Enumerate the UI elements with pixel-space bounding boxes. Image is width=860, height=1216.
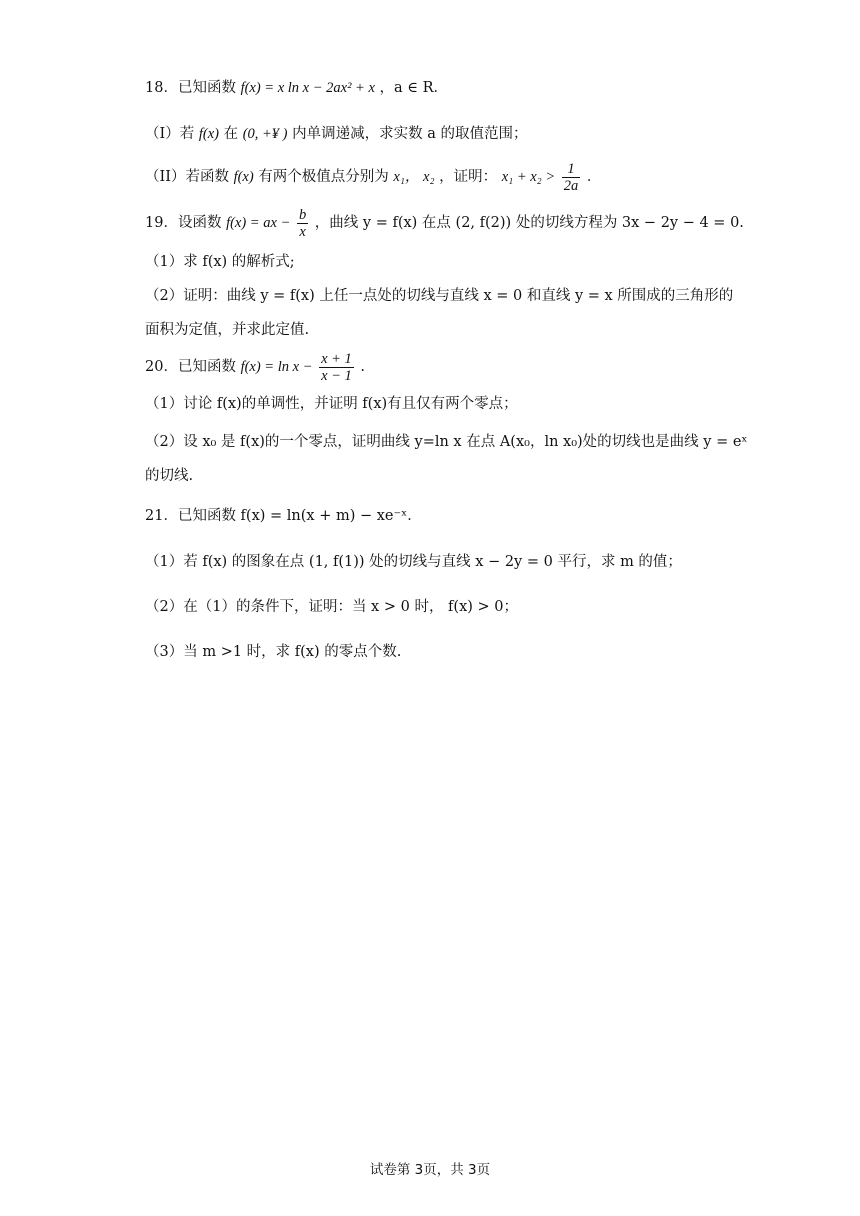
q19-part2-line2: 面积为定值，并求此定值. [145, 322, 310, 338]
q18-p2-end: ． [586, 169, 602, 185]
q20-frac-num: x + 1 [321, 350, 352, 367]
q20-part2-line1: （2）设 x₀ 是 f(x)的一个零点，证明曲线 y=ln x 在点 A(x₀，ln x₀)处的切线也是曲线 y = eˣ [145, 434, 748, 450]
q18-p2-vars: x₁， x₂ [393, 169, 435, 185]
q18-part1 [145, 124, 760, 144]
q21-part3: （3）当 m >1 时，求 f(x) 的零点个数. [145, 644, 402, 660]
q19-function: f(x) = ax − [226, 215, 291, 231]
q18-p2-prove: ，证明： [439, 169, 498, 185]
q18-p1-f: f(x) [198, 126, 219, 142]
q19-part2-line1: （2）证明：曲线 y = f(x) 上任一点处的切线与直线 x = 0 和直线 y = x 所围成的三角形的 [145, 288, 734, 304]
q20-part1: （1）讨论 f(x)的单调性，并证明 f(x)有且仅有两个零点； [145, 396, 518, 412]
q21-stem: 21．已知函数 f(x) = ln(x + m) − xe⁻ˣ． [145, 508, 422, 524]
q18-p1-mid: 在 [223, 126, 239, 142]
q19-part1: （1）求 f(x) 的解析式; [145, 254, 295, 270]
q20-stem [145, 350, 760, 384]
q20-frac-den: x − 1 [321, 367, 352, 384]
q19-stem-mid: ，曲线 y = f(x) 在点 (2, f(2)) 处的切线方程为 3x − 2y − 4 = 0. [314, 215, 744, 231]
q18-part2 [145, 160, 760, 194]
q18-p2-ineq: x₁ + x₂ > [501, 169, 556, 185]
q18-stem-suffix: ，a ∈ R． [379, 80, 449, 96]
q18-p1-suffix: 内单调递减，求实数 a 的取值范围； [292, 126, 528, 142]
q20-fraction [319, 351, 354, 384]
q19-stem-prefix: 19．设函数 [145, 215, 222, 231]
q18-frac-num: 1 [562, 161, 581, 178]
q19-stem [145, 206, 760, 240]
q18-frac-den: 2a [563, 177, 579, 194]
q18-p2-f: f(x) [233, 169, 254, 185]
q20-function: f(x) = ln x − [240, 359, 313, 375]
q18-p2-prefix: （II）若函数 [145, 169, 229, 185]
page-footer: 试卷第 3页，共 3页 [369, 1162, 491, 1178]
q20-stem-end: . [360, 359, 366, 375]
q18-p1-prefix: （I）若 [145, 126, 195, 142]
q21-part1: （1）若 f(x) 的图象在点 (1, f(1)) 处的切线与直线 x − 2y = 0 平行，求 m 的值； [145, 554, 682, 570]
q18-p1-interval: (0, +¥ ) [242, 126, 288, 142]
q18-p2-mid: 有两个极值点分别为 [258, 169, 389, 185]
q20-stem-prefix: 20．已知函数 [145, 359, 236, 375]
q18-fraction [562, 161, 581, 194]
q21-part2: （2）在（1）的条件下，证明：当 x > 0 时， f(x) > 0； [145, 599, 518, 615]
q20-part2-line2: 的切线. [145, 468, 194, 484]
q18-function: f(x) = x ln x − 2ax² + x [240, 80, 375, 96]
q19-fraction [297, 207, 308, 240]
q19-frac-den: x [299, 223, 306, 240]
q18-stem [145, 78, 760, 98]
q19-frac-num: b [298, 206, 307, 223]
q18-stem-prefix: 18．已知函数 [145, 80, 236, 96]
